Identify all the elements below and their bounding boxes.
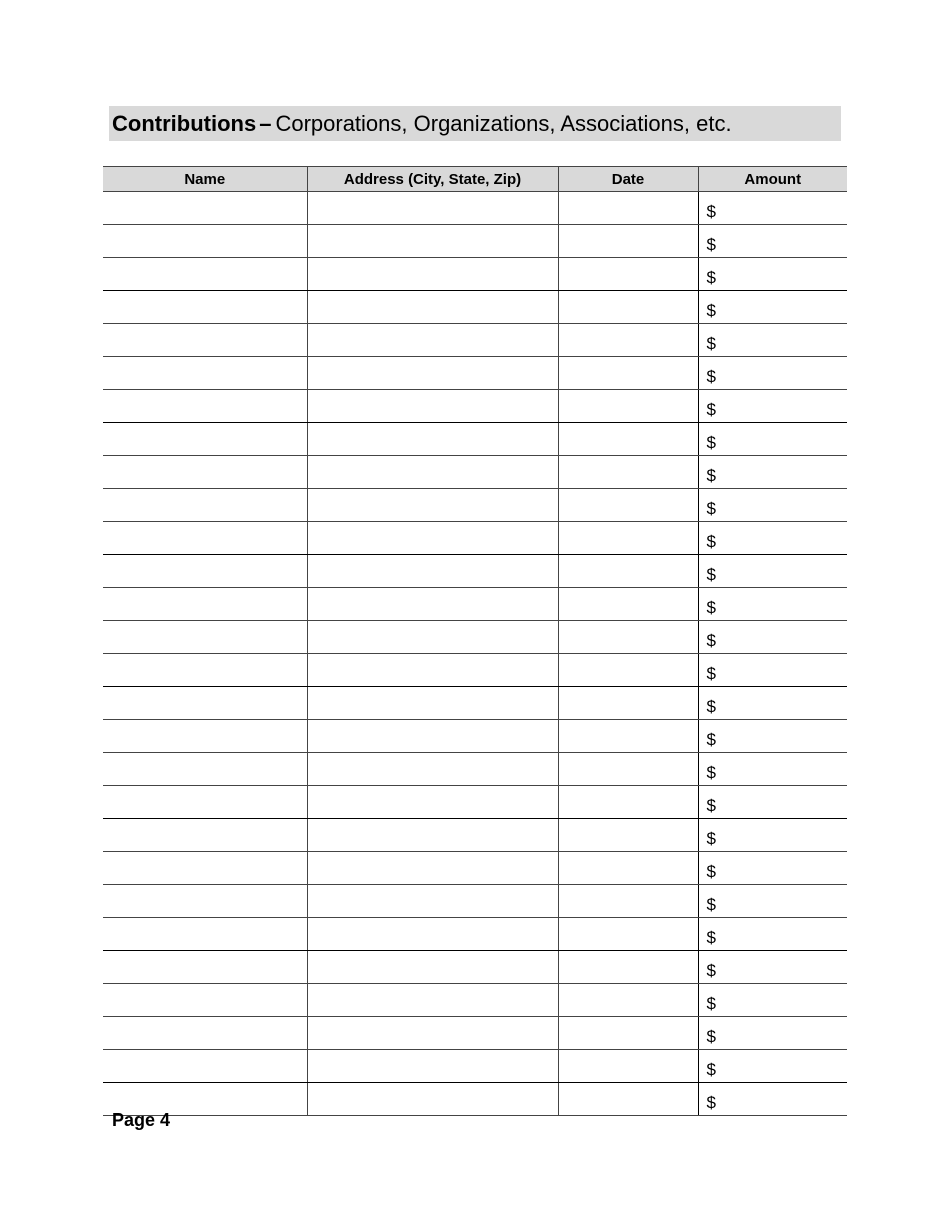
name-cell[interactable] — [103, 720, 307, 753]
date-cell[interactable] — [558, 918, 698, 951]
amount-cell[interactable]: $ — [698, 753, 847, 786]
address-cell[interactable] — [307, 720, 558, 753]
name-cell[interactable] — [103, 291, 307, 324]
name-cell[interactable] — [103, 225, 307, 258]
amount-cell[interactable]: $ — [698, 720, 847, 753]
date-cell[interactable] — [558, 951, 698, 984]
name-cell[interactable] — [103, 885, 307, 918]
date-cell[interactable] — [558, 555, 698, 588]
column-header-date: Date — [558, 167, 698, 192]
address-cell[interactable] — [307, 654, 558, 687]
table-row — [103, 423, 847, 456]
address-cell[interactable] — [307, 984, 558, 1017]
table-body — [103, 192, 847, 1116]
table-row — [103, 654, 847, 687]
table-row — [103, 357, 847, 390]
table-row — [103, 819, 847, 852]
address-cell[interactable] — [307, 489, 558, 522]
table-row — [103, 918, 847, 951]
table-row — [103, 291, 847, 324]
amount-cell[interactable]: $ — [698, 885, 847, 918]
name-cell[interactable] — [103, 1017, 307, 1050]
amount-cell[interactable]: $ — [698, 621, 847, 654]
amount-cell[interactable]: $ — [698, 984, 847, 1017]
amount-cell[interactable]: $ — [698, 423, 847, 456]
table-row — [103, 225, 847, 258]
address-cell[interactable] — [307, 588, 558, 621]
name-cell[interactable] — [103, 654, 307, 687]
date-cell[interactable] — [558, 324, 698, 357]
name-cell[interactable] — [103, 819, 307, 852]
amount-cell[interactable]: $ — [698, 918, 847, 951]
name-cell[interactable] — [103, 687, 307, 720]
date-cell[interactable] — [558, 1083, 698, 1116]
address-cell[interactable] — [307, 885, 558, 918]
table-row — [103, 555, 847, 588]
date-cell[interactable] — [558, 621, 698, 654]
contributions-table — [103, 166, 847, 1116]
table-row — [103, 753, 847, 786]
address-cell[interactable] — [307, 753, 558, 786]
date-cell[interactable] — [558, 291, 698, 324]
amount-cell[interactable]: $ — [698, 687, 847, 720]
date-cell[interactable] — [558, 1017, 698, 1050]
name-cell[interactable] — [103, 489, 307, 522]
date-cell[interactable] — [558, 819, 698, 852]
name-cell[interactable] — [103, 951, 307, 984]
address-cell[interactable] — [307, 1017, 558, 1050]
date-cell[interactable] — [558, 456, 698, 489]
address-cell[interactable] — [307, 555, 558, 588]
amount-cell[interactable]: $ — [698, 324, 847, 357]
amount-cell[interactable]: $ — [698, 819, 847, 852]
amount-cell[interactable]: $ — [698, 1083, 847, 1116]
name-cell[interactable] — [103, 324, 307, 357]
name-cell[interactable] — [103, 522, 307, 555]
address-cell[interactable] — [307, 852, 558, 885]
amount-cell[interactable]: $ — [698, 852, 847, 885]
name-cell[interactable] — [103, 786, 307, 819]
table-row — [103, 984, 847, 1017]
table-row — [103, 1083, 847, 1116]
section-title — [109, 106, 841, 141]
date-cell[interactable] — [558, 984, 698, 1017]
table-row — [103, 1050, 847, 1083]
date-cell[interactable] — [558, 753, 698, 786]
date-cell[interactable] — [558, 588, 698, 621]
amount-cell[interactable]: $ — [698, 786, 847, 819]
date-cell[interactable] — [558, 720, 698, 753]
address-cell[interactable] — [307, 522, 558, 555]
date-cell[interactable] — [558, 1050, 698, 1083]
section-title-subtitle: Corporations, Organizations, Associations, etc. — [275, 110, 732, 136]
address-cell[interactable] — [307, 687, 558, 720]
name-cell[interactable] — [103, 456, 307, 489]
name-cell[interactable] — [103, 621, 307, 654]
amount-cell[interactable]: $ — [698, 390, 847, 423]
column-header-address: Address (City, State, Zip) — [307, 167, 558, 192]
address-cell[interactable] — [307, 258, 558, 291]
table-row — [103, 258, 847, 291]
address-cell[interactable] — [307, 819, 558, 852]
name-cell[interactable] — [103, 258, 307, 291]
address-cell[interactable] — [307, 192, 558, 225]
table-row — [103, 390, 847, 423]
date-cell[interactable] — [558, 852, 698, 885]
address-cell[interactable] — [307, 324, 558, 357]
name-cell[interactable] — [103, 357, 307, 390]
amount-cell[interactable]: $ — [698, 1050, 847, 1083]
amount-cell[interactable]: $ — [698, 291, 847, 324]
section-title-dash: – — [259, 110, 272, 136]
table-row — [103, 1017, 847, 1050]
table-row — [103, 621, 847, 654]
amount-cell[interactable]: $ — [698, 456, 847, 489]
date-cell[interactable] — [558, 258, 698, 291]
table-row — [103, 192, 847, 225]
table-row — [103, 687, 847, 720]
address-cell[interactable] — [307, 1083, 558, 1116]
date-cell[interactable] — [558, 522, 698, 555]
name-cell[interactable] — [103, 852, 307, 885]
address-cell[interactable] — [307, 1050, 558, 1083]
address-cell[interactable] — [307, 390, 558, 423]
date-cell[interactable] — [558, 489, 698, 522]
address-cell[interactable] — [307, 291, 558, 324]
amount-cell[interactable]: $ — [698, 522, 847, 555]
date-cell[interactable] — [558, 390, 698, 423]
address-cell[interactable] — [307, 951, 558, 984]
table-header-row — [103, 167, 847, 192]
date-cell[interactable] — [558, 357, 698, 390]
table-row — [103, 588, 847, 621]
name-cell[interactable] — [103, 588, 307, 621]
amount-cell[interactable]: $ — [698, 258, 847, 291]
name-cell[interactable] — [103, 984, 307, 1017]
date-cell[interactable] — [558, 687, 698, 720]
amount-cell[interactable]: $ — [698, 1017, 847, 1050]
date-cell[interactable] — [558, 192, 698, 225]
address-cell[interactable] — [307, 357, 558, 390]
table-row — [103, 456, 847, 489]
table-row — [103, 852, 847, 885]
name-cell[interactable] — [103, 753, 307, 786]
page-number: Page 4 — [112, 1110, 171, 1130]
name-cell[interactable] — [103, 918, 307, 951]
amount-cell[interactable]: $ — [698, 357, 847, 390]
table-row — [103, 324, 847, 357]
date-cell[interactable] — [558, 654, 698, 687]
column-header-amount: Amount — [698, 167, 847, 192]
address-cell[interactable] — [307, 786, 558, 819]
date-cell[interactable] — [558, 225, 698, 258]
amount-cell[interactable]: $ — [698, 489, 847, 522]
table-row — [103, 720, 847, 753]
amount-cell[interactable]: $ — [698, 225, 847, 258]
amount-cell[interactable]: $ — [698, 588, 847, 621]
name-cell[interactable] — [103, 390, 307, 423]
table-row — [103, 522, 847, 555]
date-cell[interactable] — [558, 423, 698, 456]
amount-cell[interactable]: $ — [698, 654, 847, 687]
amount-cell[interactable]: $ — [698, 555, 847, 588]
date-cell[interactable] — [558, 786, 698, 819]
date-cell[interactable] — [558, 885, 698, 918]
table-row — [103, 951, 847, 984]
column-header-name: Name — [103, 167, 307, 192]
address-cell[interactable] — [307, 621, 558, 654]
address-cell[interactable] — [307, 423, 558, 456]
name-cell[interactable] — [103, 192, 307, 225]
table-row — [103, 786, 847, 819]
address-cell[interactable] — [307, 918, 558, 951]
table-row — [103, 885, 847, 918]
name-cell[interactable] — [103, 423, 307, 456]
name-cell[interactable] — [103, 555, 307, 588]
table-row — [103, 489, 847, 522]
name-cell[interactable] — [103, 1050, 307, 1083]
section-title-bold: Contributions — [112, 110, 257, 136]
address-cell[interactable] — [307, 456, 558, 489]
amount-cell[interactable]: $ — [698, 951, 847, 984]
amount-cell[interactable]: $ — [698, 192, 847, 225]
address-cell[interactable] — [307, 225, 558, 258]
